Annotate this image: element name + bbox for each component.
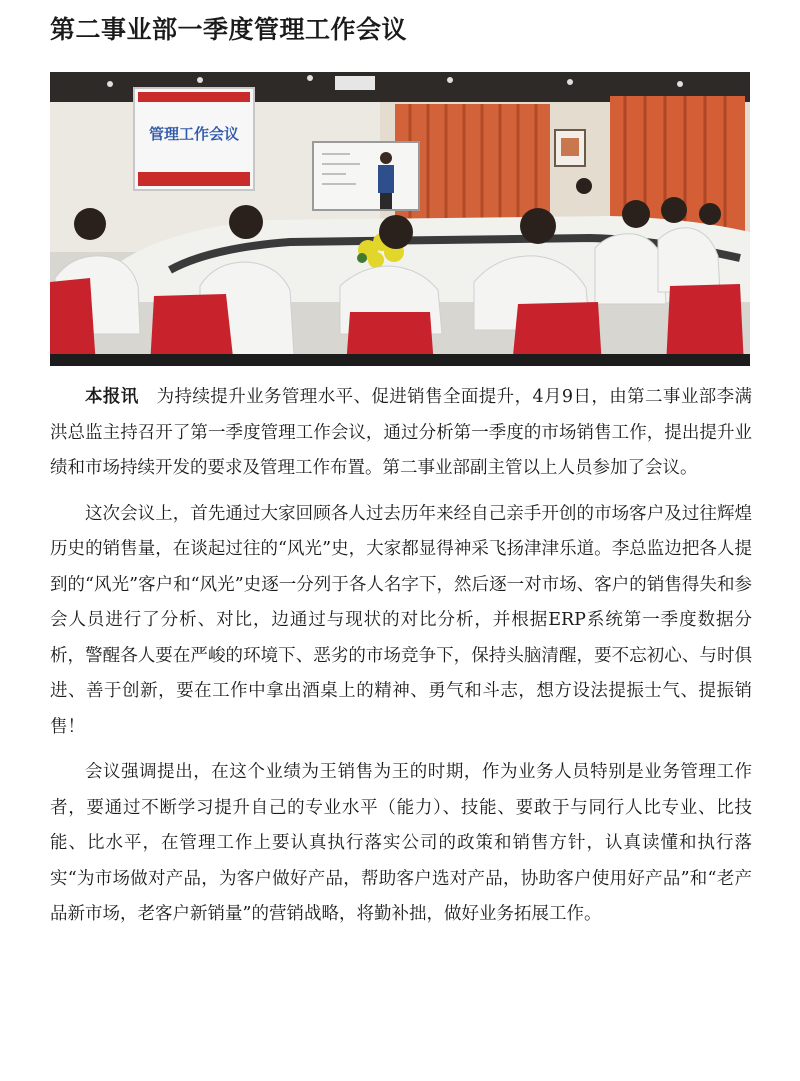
meeting-photo [50, 72, 750, 366]
article-paragraph: 会议强调提出，在这个业绩为王销售为王的时期，作为业务人员特别是业务管理工作者，要通过不断学习提升自己的专业水平（能力）、技能、要敢于与同行人比专业、比技能、比水平，在管理工作上要认真执行落实公司的政策和销售方针，认真读懂和执行落实“为市场做对产品，为客户做好产品，帮助客户选对产品，协助客户使用好产品”和“老产品新市场，老客户新销量”的营销战略，将勤补拙，做好业务拓展工作。 [50, 762, 752, 924]
slide-title: 管理工作会议 [148, 125, 240, 143]
article-title: 第二事业部一季度管理工作会议 [50, 15, 408, 44]
article-lead: 本报讯 [85, 387, 139, 407]
article-paragraph [50, 380, 752, 487]
article-paragraph: 这次会议上，首先通过大家回顾各人过去历年来经自己亲手开创的市场客户及过往辉煌历史的销售量，在谈起过往的“风光”史，大家都显得神采飞扬津津乐道。李总监边把各人提到的“风光”客户和“风光”史逐一分列于各人名字下，然后逐一对市场、客户的销售得失和参会人员进行了分析、对比，边通过与现状的对比分析，并根据ERP系统第一季度数据分析，警醒各人要在严峻的环境下、恶劣的市场竞争下，保持头脑清醒，要不忘初心、与时俱进、善于创新，要在工作中拿出酒桌上的精神、勇气和斗志，想方设法提振士气、提振销售！ [50, 503, 752, 737]
article-body [50, 380, 752, 933]
article-paragraph-text: 为持续提升业务管理水平、促进销售全面提升，4月9日，由第二事业部李满洪总监主持召开了第一季度管理工作会议，通过分析第一季度的市场销售工作，提出提升业绩和市场持续开发的要求及管理工作布置。第二事业部副主管以上人员参加了会议。 [50, 387, 753, 478]
